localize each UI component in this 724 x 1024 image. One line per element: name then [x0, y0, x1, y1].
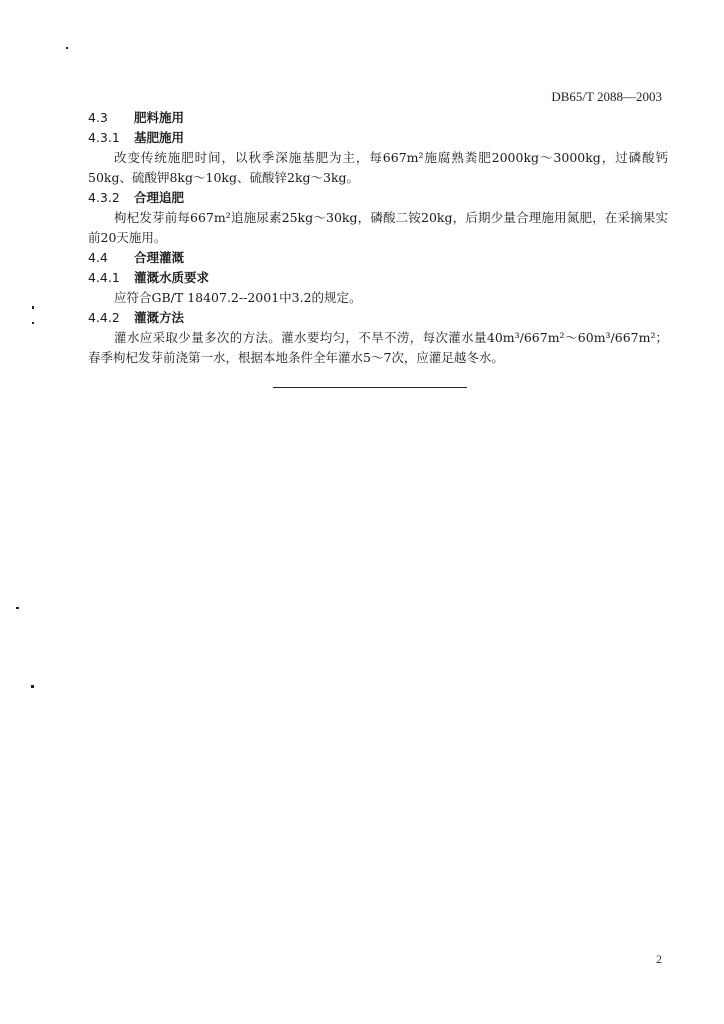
paragraph: 应符合GB/T 18407.2--2001中3.2的规定。 — [114, 290, 362, 305]
document-code: DB65/T 2088—2003 — [551, 89, 662, 104]
scan-speck — [32, 306, 34, 309]
section-title: 灌溉方法 — [134, 310, 185, 325]
section-heading — [88, 268, 668, 288]
paragraph: 灌水应采取少量多次的方法。灌水要均匀，不旱不涝，每次灌水量40m³/667m²～60m³/667m²；春季枸杞发芽前浇第一水，根据本地条件全年灌水5～7次，应灌足越冬水。 — [88, 330, 668, 365]
section-heading — [88, 308, 668, 328]
section-title: 肥料施用 — [134, 110, 185, 125]
section-title: 合理追肥 — [134, 190, 185, 205]
section-number: 4.3.2 — [88, 190, 120, 205]
section-title: 基肥施用 — [134, 130, 185, 145]
section-number: 4.4.2 — [88, 310, 120, 325]
paragraph: 枸杞发芽前每667m²追施尿素25kg～30kg，磷酸二铵20kg，后期少量合理施用氮肥，在采摘果实前20天施用。 — [88, 210, 668, 245]
section-heading — [88, 108, 668, 128]
section-number: 4.4.1 — [88, 270, 120, 285]
section-heading — [88, 188, 668, 208]
section-heading — [88, 248, 668, 268]
scan-speck — [32, 322, 34, 324]
end-rule — [273, 387, 467, 388]
section-title: 合理灌溉 — [134, 250, 185, 265]
page-number: 2 — [656, 952, 662, 966]
scan-speck — [16, 607, 19, 609]
section-number: 4.3.1 — [88, 130, 120, 145]
section-title: 灌溉水质要求 — [134, 270, 210, 285]
paragraph: 改变传统施肥时间，以秋季深施基肥为主，每667m²施腐熟粪肥2000kg～3000kg，过磷酸钙50kg、硫酸钾8kg～10kg、硫酸锌2kg～3kg。 — [88, 150, 668, 185]
section-number: 4.3 — [88, 110, 108, 125]
section-number: 4.4 — [88, 250, 108, 265]
document-body — [88, 108, 668, 368]
scan-speck — [66, 47, 68, 49]
section-heading — [88, 128, 668, 148]
scan-speck — [31, 685, 34, 688]
